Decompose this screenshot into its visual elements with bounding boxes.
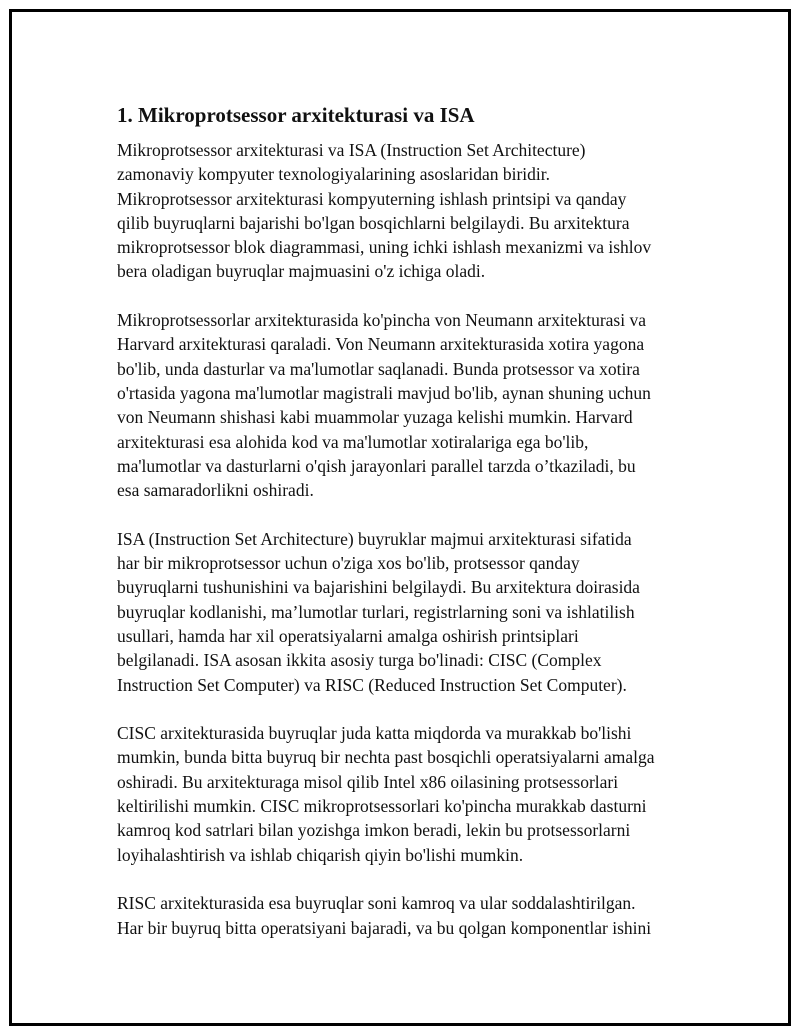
text-line: buyruqlar kodlanishi, ma’lumotlar turlari, registrlarning soni va ishlatilish [117,601,635,622]
text-line: buyruqlarni tushunishini va bajarishini belgilaydi. Bu arxitektura doirasida [117,577,640,598]
text-line: qilib buyruqlarni bajarishi bo'lgan bosqichlarni belgilaydi. Bu arxitektura [117,212,630,233]
text-line: RISC arxitekturasida esa buyruqlar soni kamroq va ular soddalashtirilgan. [117,893,636,914]
text-line: mikroprotsessor blok diagrammasi, uning ichki ishlash mexanizmi va ishlov [117,237,652,258]
document-body [117,100,707,964]
text-line: mumkin, bunda bitta buyruq bir nechta past bosqichli operatsiyalarni amalga [117,747,655,768]
text-line: CISC arxitekturasida buyruqlar juda katta miqdorda va murakkab bo'lishi [117,723,632,744]
text-line: bo'lib, unda dasturlar va ma'lumotlar saqlanadi. Bunda protsessor va xotira [117,358,640,379]
text-line: belgilanadi. ISA asosan ikkita asosiy turga bo'linadi: CISC (Complex [117,650,602,671]
text-line: o'rtasida yagona ma'lumotlar magistrali mavjud bo'lib, aynan shuning uchun [117,382,651,403]
page-frame [9,9,791,1026]
text-line: Mikroprotsessorlar arxitekturasida ko'pincha von Neumann arxitekturasi va [117,310,646,331]
paragraph-von-neumann-harvard [117,308,707,502]
paragraph-architecture-intro [117,138,707,284]
text-line: ma'lumotlar va dasturlarni o'qish jarayonlari parallel tarzda o’tkaziladi, bu [117,455,636,476]
text-line: har bir mikroprotsessor uchun o'ziga xos bo'lib, protsessor qanday [117,553,580,574]
text-line: esa samaradorlikni oshiradi. [117,480,314,501]
text-line: Instruction Set Computer) va RISC (Reduced Instruction Set Computer). [117,674,627,695]
text-line: Harvard arxitekturasi qaraladi. Von Neumann arxitekturasida xotira yagona [117,334,645,355]
text-line: Mikroprotsessor arxitekturasi va ISA (Instruction Set Architecture) [117,140,586,160]
text-line: zamonaviy kompyuter texnologiyalarining asoslaridan biridir. [117,164,551,185]
text-line: ISA (Instruction Set Architecture) buyruklar majmui arxitekturasi sifatida [117,528,632,549]
text-line: oshiradi. Bu arxitekturaga misol qilib Intel x86 oilasining protsessorlari [117,771,619,792]
paragraph-cisc [117,721,707,867]
text-line: von Neumann shishasi kabi muammolar yuzaga kelishi mumkin. Harvard [117,407,633,428]
text-line: arxitekturasi esa alohida kod va ma'lumotlar xotiralariga ega bo'lib, [117,431,589,452]
text-line: Mikroprotsessor arxitekturasi kompyuterning ishlash printsipi va qanday [117,188,627,209]
text-line: keltirilishi mumkin. CISC mikroprotsessorlari ko'pincha murakkab dasturni [117,796,647,817]
text-line: kamroq kod satrlari bilan yozishga imkon beradi, lekin bu protsessorlarni [117,820,631,841]
paragraph-isa [117,527,707,697]
text-line: loyihalashtirish va ishlab chiqarish qiyin bo'lishi mumkin. [117,844,524,865]
paragraph-risc [117,891,707,940]
text-line: Har bir buyruq bitta operatsiyani bajaradi, va bu qolgan komponentlar ishini [117,917,652,938]
text-line: usullari, hamda har xil operatsiyalarni amalga oshirish printsiplari [117,625,579,646]
text-line: bera oladigan buyruqlar majmuasini o'z ichiga oladi. [117,261,486,282]
section-heading: 1. Mikroprotsessor arxitekturasi va ISA [117,103,475,127]
